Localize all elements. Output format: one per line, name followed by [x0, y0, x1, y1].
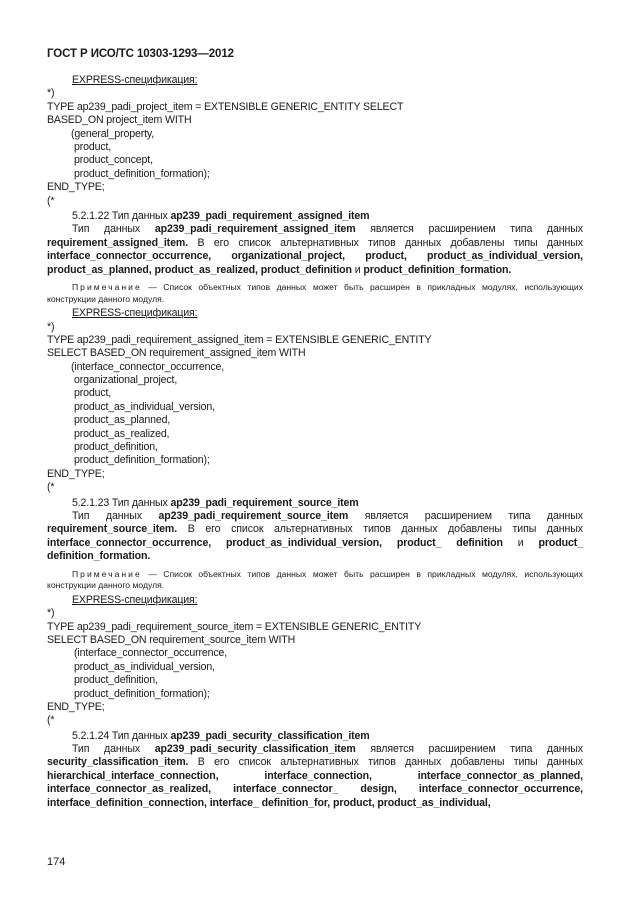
code-line: product_as_planned, [74, 414, 171, 427]
page-number: 174 [47, 856, 66, 868]
section-type-name: ap239_padi_security_classification_item [170, 729, 370, 742]
section-heading [47, 730, 583, 743]
code-line: product_definition_formation); [74, 167, 210, 180]
section-type-name: ap239_padi_requirement_assigned_item [170, 209, 370, 222]
comment-close: *) [47, 320, 55, 333]
section-paragraph: Тип данных ap239_padi_security_classification_item является расширением типа данных security_classification_item. В его список альтернативных типов данных добавлены типы данных hierarchical_interface_connection, interface_connection, interface_connector_as_planned, interface_connector_as_realized, interface_connector_ design, interface_connector_occurrence, interface_definition_connection, interface_ definition_for, product, product_as_individual, [47, 743, 583, 809]
comment-open: (* [47, 194, 55, 207]
code-line: product_as_individual_version, [74, 660, 215, 673]
comment-close: *) [47, 87, 55, 100]
code-line: product_as_individual_version, [74, 400, 215, 413]
code-line: product_definition_formation); [74, 687, 210, 700]
code-line: organizational_project, [74, 374, 178, 387]
code-line: TYPE ap239_padi_project_item = EXTENSIBLE GENERIC_ENTITY SELECT [47, 100, 404, 113]
comment-close: *) [47, 607, 55, 620]
code-line: product_as_realized, [74, 427, 170, 440]
code-line: SELECT BASED_ON requirement_assigned_item WITH [47, 347, 306, 360]
code-line: TYPE ap239_padi_requirement_assigned_item = EXTENSIBLE GENERIC_ENTITY [47, 333, 432, 346]
section-number: 5.2.1.24 Тип данных [72, 729, 168, 742]
note: Примечание — Список объектных типов данных может быть расширен в прикладных модулях, использующих конструкции данного модуля. [47, 568, 583, 591]
code-end-type: END_TYPE; [47, 700, 105, 713]
comment-open: (* [47, 714, 55, 727]
section-paragraph: Тип данных ap239_padi_requirement_source_item является расширением типа данных requirement_source_item. В его список альтернативных типов данных добавлены типы данных interface_connector_occurrence, product_as_individual_version, product_ definition и product_ definition_formation. [47, 509, 584, 563]
section-number: 5.2.1.23 Тип данных [72, 496, 168, 509]
code-line: BASED_ON project_item WITH [47, 114, 192, 127]
section-type-name: ap239_padi_requirement_source_item [170, 496, 359, 509]
section-paragraph: Тип данных ap239_padi_requirement_assigned_item является расширением типа данных requirement_assigned_item. В его список альтернативных типов данных добавлены типы данных interface_connector_occurrence, organizational_project, product, product_as_individual_version, product_as_planned, product_as_realized, product_definition и product_definition_formation. [47, 223, 584, 276]
code-end-type: END_TYPE; [47, 181, 105, 194]
code-line: product_concept, [74, 154, 153, 167]
express-spec-label: EXPRESS-спецификация: [72, 593, 198, 606]
note: Примечание — Список объектных типов данных может быть расширен в прикладных модулях, использующих конструкции данного модуля. [47, 281, 583, 304]
code-line: (interface_connector_occurrence, [71, 360, 225, 373]
document-body [47, 74, 583, 810]
express-spec-label: EXPRESS-спецификация: [72, 74, 198, 86]
code-line: product, [74, 140, 112, 153]
express-spec-label: EXPRESS-спецификация: [72, 307, 198, 320]
code-line: product_definition, [74, 674, 158, 687]
section-heading [47, 497, 583, 510]
code-line: product, [74, 387, 112, 400]
section-heading [47, 210, 583, 223]
document-header: ГОСТ Р ИСО/ТС 10303-1293—2012 [47, 48, 234, 60]
code-line: (interface_connector_occurrence, [74, 647, 228, 660]
code-line: SELECT BASED_ON requirement_source_item WITH [47, 633, 296, 646]
comment-open: (* [47, 481, 55, 494]
code-line: product_definition, [74, 441, 158, 454]
section-number: 5.2.1.22 Тип данных [72, 209, 168, 222]
code-end-type: END_TYPE; [47, 467, 105, 480]
code-line: (general_property, [71, 127, 155, 140]
code-line: product_definition_formation); [74, 454, 210, 467]
code-line: TYPE ap239_padi_requirement_source_item = EXTENSIBLE GENERIC_ENTITY [47, 620, 422, 633]
